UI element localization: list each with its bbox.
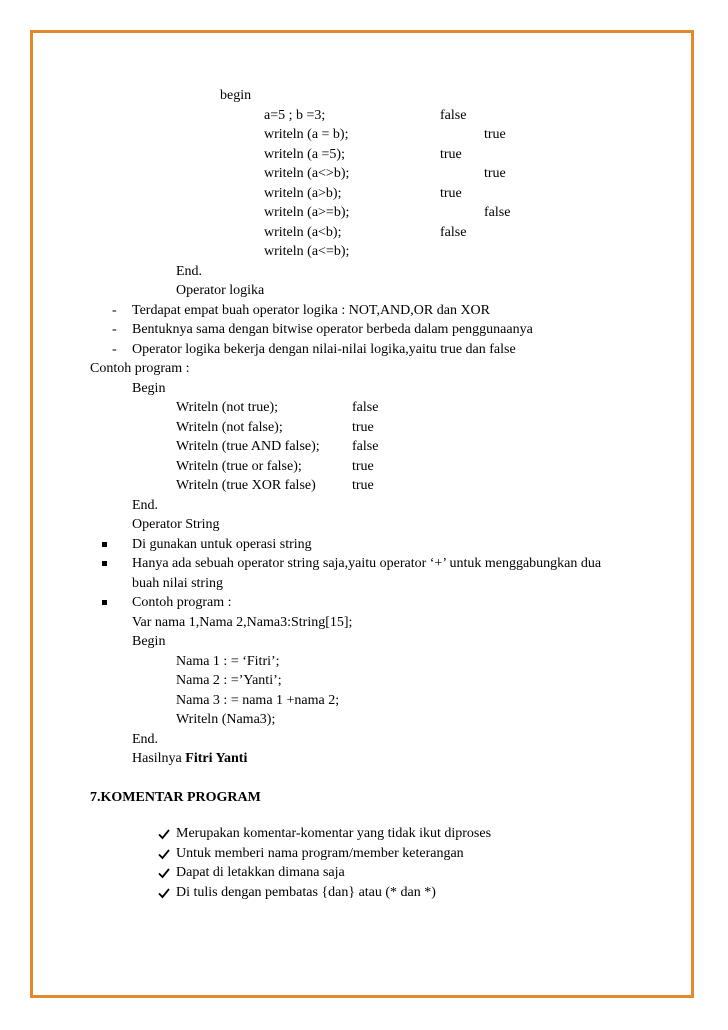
code1-result: false [440,108,467,123]
logika-line: Writeln (true XOR false) [176,478,316,493]
comment-item: Merupakan komentar-komentar yang tidak ikut diproses [176,826,492,841]
code1-line: writeln (a<b); [264,225,342,240]
string-var: Var nama 1,Nama 2,Nama3:String[15]; [132,615,353,630]
code1-line: writeln (a<=b); [264,244,350,259]
square-bullet-icon [102,600,107,605]
dash-bullet: - [112,322,117,337]
logika-line: Writeln (not false); [176,420,283,435]
square-bullet-icon [102,561,107,566]
logika-point: Operator logika bekerja dengan nilai-nilai logika,yaitu true dan false [132,342,516,357]
dash-bullet: - [112,342,117,357]
logika-result: true [352,478,374,493]
section-title: 7.KOMENTAR PROGRAM [90,790,261,805]
code1-result: true [484,127,506,142]
code1-line: writeln (a<>b); [264,166,350,181]
code1-begin: begin [220,88,252,103]
string-begin: Begin [132,634,166,649]
code1-result: false [440,225,467,240]
string-point: Contoh program : [132,595,232,610]
logika-begin: Begin [132,381,166,396]
logika-result: false [352,400,379,415]
string-end: End. [132,732,159,747]
code1-result: false [484,205,511,220]
result-value: Fitri Yanti [185,751,248,766]
logika-end: End. [132,498,159,513]
code1-line: writeln (a>b); [264,186,342,201]
string-result [132,751,247,767]
logika-point: Terdapat empat buah operator logika : NOT,AND,OR dan XOR [132,303,490,318]
square-bullet-icon [102,542,107,547]
logika-heading: Operator logika [176,283,265,298]
code1-end: End. [176,264,203,279]
string-line: Nama 1 : = ‘Fitri’; [176,654,280,669]
logika-result: false [352,439,379,454]
checkmark-icon [158,867,170,879]
logika-result: true [352,459,374,474]
logika-line: Writeln (not true); [176,400,279,415]
string-point: Hanya ada sebuah operator string saja,yaitu operator ‘+’ untuk menggabungkan dua [132,556,602,571]
code1-result: true [440,186,462,201]
code1-line: a=5 ; b =3; [264,108,326,123]
logika-result: true [352,420,374,435]
code1-line: writeln (a = b); [264,127,349,142]
string-line: Writeln (Nama3); [176,712,276,727]
logika-point: Bentuknya sama dengan bitwise operator berbeda dalam penggunaanya [132,322,533,337]
code1-result: true [440,147,462,162]
string-heading: Operator String [132,517,220,532]
string-point-continued: buah nilai string [132,576,223,591]
dash-bullet: - [112,303,117,318]
checkmark-icon [158,848,170,860]
logika-example-label: Contoh program : [90,361,190,376]
code1-line: writeln (a =5); [264,147,345,162]
logika-line: Writeln (true or false); [176,459,302,474]
string-line: Nama 3 : = nama 1 +nama 2; [176,693,340,708]
logika-line: Writeln (true AND false); [176,439,320,454]
code1-result: true [484,166,506,181]
code1-line: writeln (a>=b); [264,205,350,220]
string-line: Nama 2 : =’Yanti’; [176,673,282,688]
comment-item: Di tulis dengan pembatas {dan} atau (* dan *) [176,885,436,900]
result-label: Hasilnya [132,751,182,766]
string-point: Di gunakan untuk operasi string [132,537,312,552]
checkmark-icon [158,887,170,899]
comment-item: Untuk memberi nama program/member keterangan [176,846,464,861]
checkmark-icon [158,828,170,840]
comment-item: Dapat di letakkan dimana saja [176,865,345,880]
